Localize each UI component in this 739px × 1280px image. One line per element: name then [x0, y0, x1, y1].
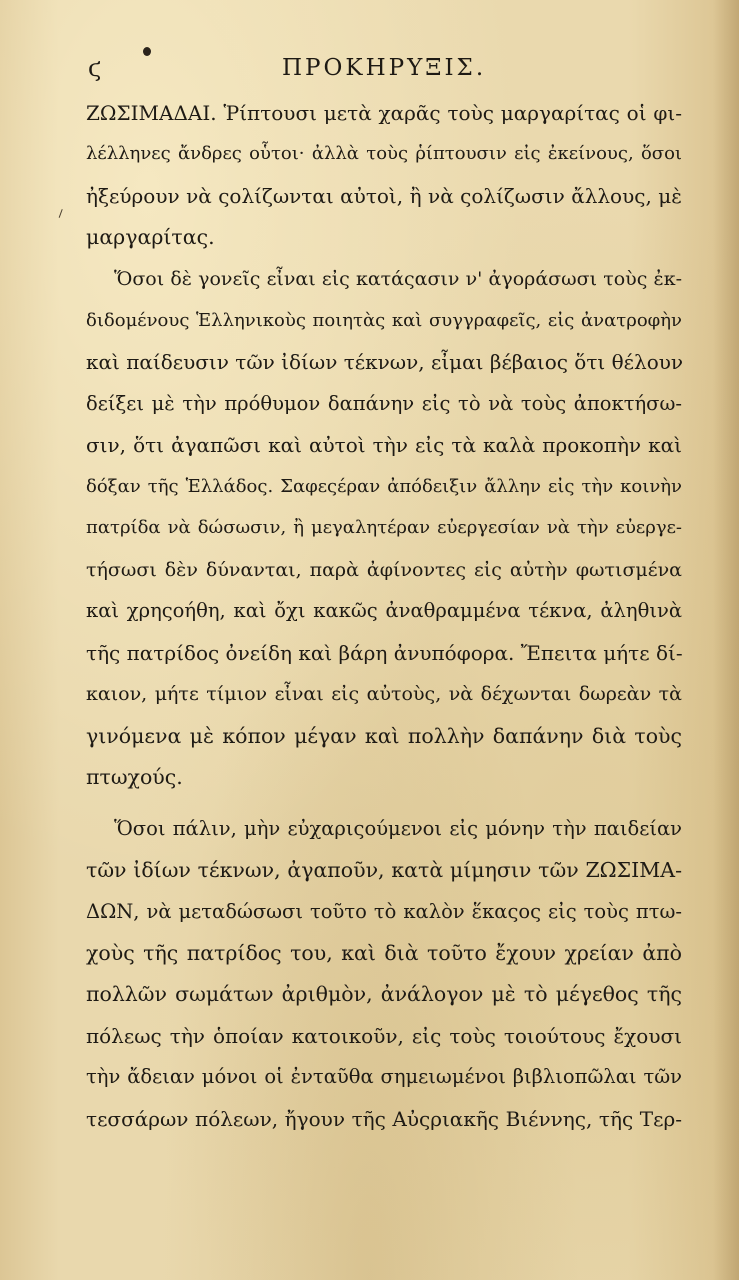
paragraph-first-line: Ὅσοι δὲ γονεῖς εἶναι εἰς κατάςασιν ν' ἀγοράσωσι τοὺς ἐκ- — [114, 268, 682, 290]
text-line: ΖΩΣΙΜΑΔΑΙ. Ῥίπτουσι μετὰ χαρᾶς τοὺς μαργαρίτας οἱ φι- — [86, 101, 682, 125]
text-line: καὶ παίδευσιν τῶν ἰδίων τέκνων, εἶμαι βέβαιος ὅτι θέλουν — [86, 350, 684, 374]
text-line: διδομένους Ἑλληνικοὺς ποιητὰς καὶ συγγραφεῖς, εἰς ἀνατροφὴν — [86, 310, 682, 331]
text-line: τήσωσι δὲν δύνανται, παρὰ ἀφίνοντες εἰς αὐτὴν φωτισμένα — [86, 559, 682, 581]
text-line: μαργαρίτας. — [86, 225, 215, 249]
text-line: λέλληνες ἄνδρες οὗτοι· ἀλλὰ τοὺς ῥίπτουσιν εἰς ἐκείνους, ὅσοι — [86, 143, 682, 164]
text-line: δείξει μὲ τὴν πρόθυμον δαπάνην εἰς τὸ νὰ τοὺς ἀποκτήσω- — [86, 392, 682, 415]
text-line: πτωχούς. — [86, 765, 183, 789]
text-line: ΔΩΝ, νὰ μεταδώσωσι τοῦτο τὸ καλὸν ἕκαςος εἰς τοὺς πτω- — [86, 900, 682, 923]
text-line: χοὺς τῆς πατρίδος του, καὶ διὰ τοῦτο ἔχουν χρείαν ἀπὸ — [86, 941, 682, 965]
running-title: ΠΡΟΚΗΡΥΞΙΣ. — [282, 55, 487, 81]
paragraph-first-line: Ὅσοι πάλιν, μὴν εὐχαριςούμενοι εἰς μόνην τὴν παιδείαν — [114, 817, 682, 840]
text-line: τεσσάρων πόλεων, ἤγουν τῆς Αὐςριακῆς Βιέννης, τῆς Τερ- — [86, 1107, 682, 1131]
page-number: ϛ — [88, 54, 102, 82]
page-edge-shadow — [713, 0, 739, 1280]
paper-speck — [59, 209, 69, 220]
text-line: τῶν ἰδίων τέκνων, ἀγαποῦν, κατὰ μίμησιν τῶν ΖΩΣΙΜΑ- — [86, 858, 682, 882]
text-line: καὶ χρηςοήθη, καὶ ὄχι κακῶς ἀναθραμμένα τέκνα, ἀληθινὰ — [86, 599, 682, 622]
text-line: δόξαν τῆς Ἑλλάδος. Σαφεςέραν ἀπόδειξιν ἄλλην εἰς τὴν κοινὴν — [86, 476, 682, 497]
text-line: ἠξεύρουν νὰ ςολίζωνται αὐτοὶ, ἢ νὰ ςολίζωσιν ἄλλους, μὲ — [86, 184, 682, 208]
text-line: σιν, ὅτι ἀγαπῶσι καὶ αὐτοὶ τὴν εἰς τὰ καλὰ προκοπὴν καὶ — [86, 433, 682, 457]
text-line: καιον, μήτε τίμιον εἶναι εἰς αὐτοὺς, νὰ δέχωνται δωρεὰν τὰ — [86, 683, 682, 705]
text-line: πολλῶν σωμάτων ἀριθμὸν, ἀνάλογον μὲ τὸ μέγεθος τῆς — [86, 982, 682, 1006]
text-line: γινόμενα μὲ κόπον μέγαν καὶ πολλὴν δαπάνην διὰ τοὺς — [86, 724, 682, 748]
text-line: τῆς πατρίδος ὀνείδη καὶ βάρη ἀνυπόφορα. Ἔπειτα μήτε δί- — [86, 641, 683, 665]
page-header — [0, 50, 739, 84]
text-line: τὴν ἄδειαν μόνοι οἱ ἐνταῦθα σημειωμένοι βιβλιοπῶλαι τῶν — [86, 1065, 682, 1088]
text-line: πατρίδα νὰ δώσωσιν, ἢ μεγαλητέραν εὐεργεσίαν νὰ τὴν εὐεργε- — [86, 517, 682, 538]
text-line: πόλεως τὴν ὁποίαν κατοικοῦν, εἰς τοὺς τοιούτους ἔχουσι — [86, 1024, 682, 1048]
